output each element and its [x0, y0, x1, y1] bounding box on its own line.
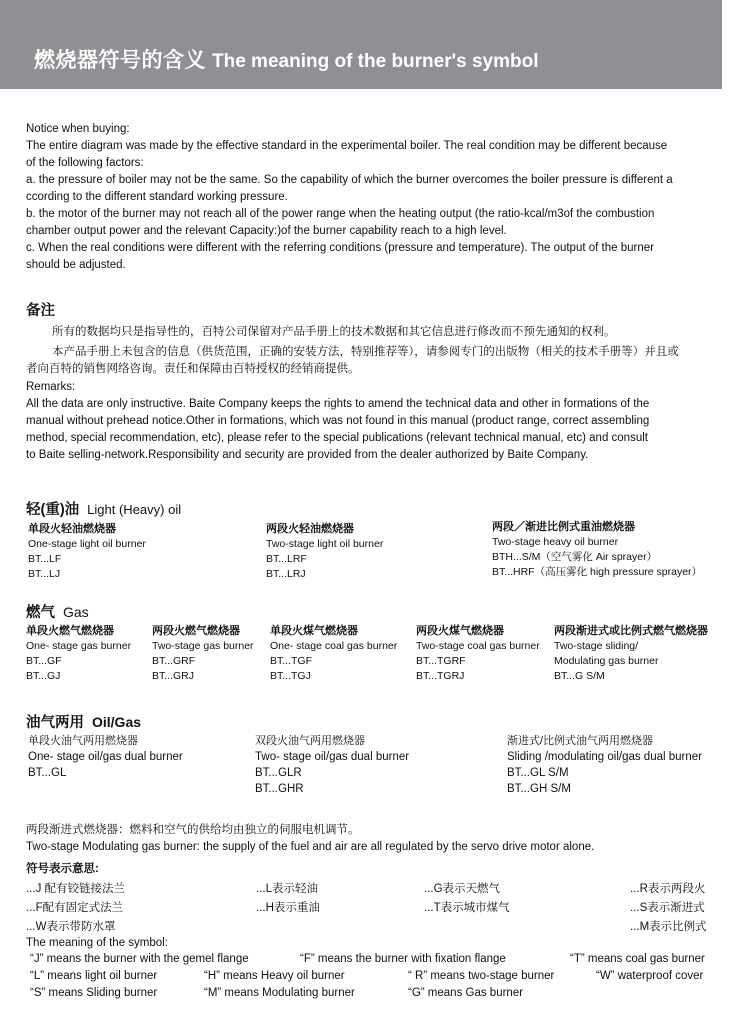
gas-column-line: BT...GJ: [26, 670, 61, 682]
modulating-note: [26, 822, 594, 856]
symbols-en-item: “F” means the burner with fixation flange: [300, 953, 506, 965]
oil-column-line: BT...LRF: [266, 553, 307, 565]
symbols-en-item: “ R” means two-stage burner: [408, 970, 555, 982]
symbols-cn-item: ...L表示轻油: [256, 883, 318, 895]
symbols-en-item: “T” means coal gas burner: [570, 953, 705, 965]
gas-section-title: [26, 601, 89, 622]
gas-column-title: 单段火燃气燃烧器: [26, 625, 114, 637]
gas-column-line: BT...GRF: [152, 655, 196, 667]
gas-column-4: [416, 624, 540, 684]
oilgas-column-line: BT...GL: [28, 767, 67, 779]
symbols-en-item: “L” means light oil burner: [30, 970, 158, 982]
gas-column-line: Modulating gas burner: [554, 655, 659, 667]
oil-column-title: 单段火轻油燃烧器: [28, 523, 116, 535]
notice-line: The entire diagram was made by the effective standard in the experimental boiler. The real condition may be different because: [26, 140, 668, 152]
notice-line: ccording to the different standard working pressure.: [26, 191, 288, 203]
modulating-note-en: Two-stage Modulating gas burner: the supply of the fuel and air are all regulated by the servo drive motor alone.: [26, 841, 595, 853]
oilgas-column-line: BT...GLR: [255, 767, 302, 779]
oil-column-2: [266, 522, 383, 582]
oilgas-column-1: [28, 733, 183, 781]
oil-title-cn: 轻(重)油: [26, 502, 80, 518]
symbols-en-item: “H” means Heavy oil burner: [204, 970, 345, 982]
oilgas-title-en: Oil/Gas: [92, 714, 142, 730]
gas-column-line: Two-stage coal gas burner: [416, 640, 540, 652]
notice-line: chamber output power and the relevant Capacity:)of the burner capability reach to a high level.: [26, 225, 507, 237]
gas-column-line: BT...TGJ: [270, 670, 311, 682]
gas-column-line: One- stage gas burner: [26, 640, 132, 652]
gas-column-line: One- stage coal gas burner: [270, 640, 398, 652]
remarks-en: [26, 379, 728, 464]
gas-column-5: [554, 624, 708, 684]
oilgas-section-title: [26, 711, 141, 732]
oil-column-line: BT...LF: [28, 553, 62, 565]
oil-column-line: Two-stage heavy oil burner: [492, 536, 619, 548]
oilgas-column-title: 单段火油气两用燃烧器: [28, 735, 138, 747]
remarks-cn-para2-line1: 本产品手册上未包含的信息（供货范围，正确的安装方法，特别推荐等），请参阅专门的出版物（相关的技术手册等）并且或: [52, 346, 679, 358]
symbols-cn-item: ...R表示两段火: [630, 883, 706, 895]
oilgas-title-cn: 油气两用: [26, 715, 84, 731]
oil-column-title: 两段火轻油燃烧器: [266, 523, 354, 535]
oil-column-line: BT...LRJ: [266, 568, 306, 580]
oilgas-column-title: 渐进式/比例式油气两用燃烧器: [507, 735, 654, 747]
oilgas-column-line: BT...GH S/M: [507, 783, 571, 795]
symbols-en-item: “M” means Modulating burner: [204, 987, 355, 999]
notice-line: b. the motor of the burner may not reach all of the power range when the heating output (the ratio-kcal/m3of the combustion: [26, 208, 655, 220]
gas-column-title: 两段火燃气燃烧器: [152, 625, 240, 637]
page-title: [34, 44, 539, 74]
gas-column-line: BT...G S/M: [554, 670, 605, 682]
oil-section-title: [26, 498, 181, 519]
symbols-cn-item: ...W表示带防水罩: [26, 921, 116, 933]
symbols-en-item: “J” means the burner with the gemel flange: [30, 953, 249, 965]
notice-line: Notice when buying:: [26, 123, 130, 135]
oilgas-column-line: Sliding /modulating oil/gas dual burner: [507, 751, 702, 763]
symbols-cn-heading: 符号表示意思:: [26, 863, 99, 875]
gas-column-line: BT...GRJ: [152, 670, 195, 682]
page-title-cn: 燃烧器符号的含义: [34, 49, 206, 72]
oil-column-title: 两段／渐进比例式重油燃烧器: [492, 521, 635, 533]
remarks-cn-para2-line2: 者向百特的销售网络咨询。责任和保障由百特授权的经销商提供。: [26, 363, 360, 375]
oil-column-3: [492, 520, 702, 580]
page-title-en: The meaning of the burner's symbol: [212, 51, 539, 72]
oilgas-column-line: Two- stage oil/gas dual burner: [255, 751, 410, 763]
oil-column-line: One-stage light oil burner: [28, 538, 146, 550]
gas-column-title: 单段火煤气燃烧器: [270, 625, 358, 637]
symbols-cn-item: ...T表示城市煤气: [424, 902, 510, 914]
symbols-cn-item: ...J 配有铰链接法兰: [26, 883, 126, 895]
gas-column-2: [152, 624, 254, 684]
oil-column-1: [28, 522, 146, 582]
oilgas-column-line: BT...GHR: [255, 783, 304, 795]
gas-column-title: 两段火煤气燃烧器: [416, 625, 504, 637]
oil-title-en: Light (Heavy) oil: [87, 502, 182, 517]
notice-line: c. When the real conditions were different with the referring conditions (pressure and temperature). The output of the burner: [26, 242, 654, 254]
gas-column-line: Two-stage sliding/: [554, 640, 639, 652]
remarks-cn-para1: 所有的数据均只是指导性的，百特公司保留对产品手册上的技术数据和其它信息进行修改而不预先通知的权利。: [52, 326, 616, 338]
symbols-cn-item: ...S表示渐进式: [630, 902, 705, 914]
oil-column-line: BT...HRF（高压雾化 high pressure sprayer）: [492, 566, 703, 578]
notice-line: should be adjusted.: [26, 259, 126, 271]
symbols-cn-item: ...G表示天燃气: [424, 883, 501, 895]
gas-title-cn: 燃气: [26, 605, 55, 621]
symbols-en-item: “W” waterproof cover: [596, 970, 704, 982]
notice-line: a. the pressure of boiler may not be the same. So the capability of which the burner overcomes the boiler pressure is different a: [26, 174, 673, 186]
symbols-en-item: “S” means Sliding burner: [30, 987, 158, 999]
oilgas-column-line: BT...GL S/M: [507, 767, 569, 779]
symbols-cn-item: ...M表示比例式: [630, 921, 707, 933]
oil-column-line: Two-stage light oil burner: [266, 538, 384, 550]
symbols-cn-item: ...F配有固定式法兰: [26, 902, 124, 914]
remarks-line: manual without prehead notice.Other in formations, which was not found in this manual (product range, correct assembling: [26, 415, 650, 427]
symbols-cn-item: ...H表示重油: [256, 902, 320, 914]
oilgas-column-title: 双段火油气两用燃烧器: [255, 735, 365, 747]
symbols-en-heading: The meaning of the symbol:: [26, 937, 168, 949]
remarks-line: Remarks:: [26, 381, 76, 393]
oil-column-line: BTH...S/M（空气雾化 Air sprayer）: [492, 551, 658, 563]
gas-column-line: Two-stage gas burner: [152, 640, 254, 652]
notice-line: of the following factors:: [26, 157, 144, 169]
gas-column-title: 两段渐进式或比例式燃气燃烧器: [554, 625, 708, 637]
gas-title-en: Gas: [63, 604, 89, 620]
gas-column-line: BT...TGRJ: [416, 670, 465, 682]
header-banner: [0, 0, 722, 89]
modulating-note-cn: 两段渐进式燃烧器：燃料和空气的供给均由独立的伺服电机调节。: [26, 824, 360, 836]
symbols-en-item: “G” means Gas burner: [408, 987, 524, 999]
gas-column-3: [270, 624, 397, 684]
gas-column-line: BT...TGRF: [416, 655, 466, 667]
remarks-line: method, special recommendation, etc), please refer to the special publications (relevant technical manual, etc) and consult: [26, 432, 648, 444]
oilgas-column-2: [255, 733, 409, 797]
remarks-line: to Baite selling-network.Responsibility and security are provided from the dealer authorized by Baite Company.: [26, 449, 589, 461]
gas-column-1: [26, 624, 131, 684]
remarks-heading: 备注: [26, 303, 55, 319]
oilgas-column-3: [507, 733, 702, 797]
oil-column-line: BT...LJ: [28, 568, 61, 580]
notice-section: [26, 121, 726, 274]
remarks-line: All the data are only instructive. Baite Company keeps the rights to amend the technical data and other in formations of the: [26, 398, 650, 410]
oilgas-column-line: One- stage oil/gas dual burner: [28, 751, 183, 763]
gas-column-line: BT...GF: [26, 655, 62, 667]
gas-column-line: BT...TGF: [270, 655, 312, 667]
